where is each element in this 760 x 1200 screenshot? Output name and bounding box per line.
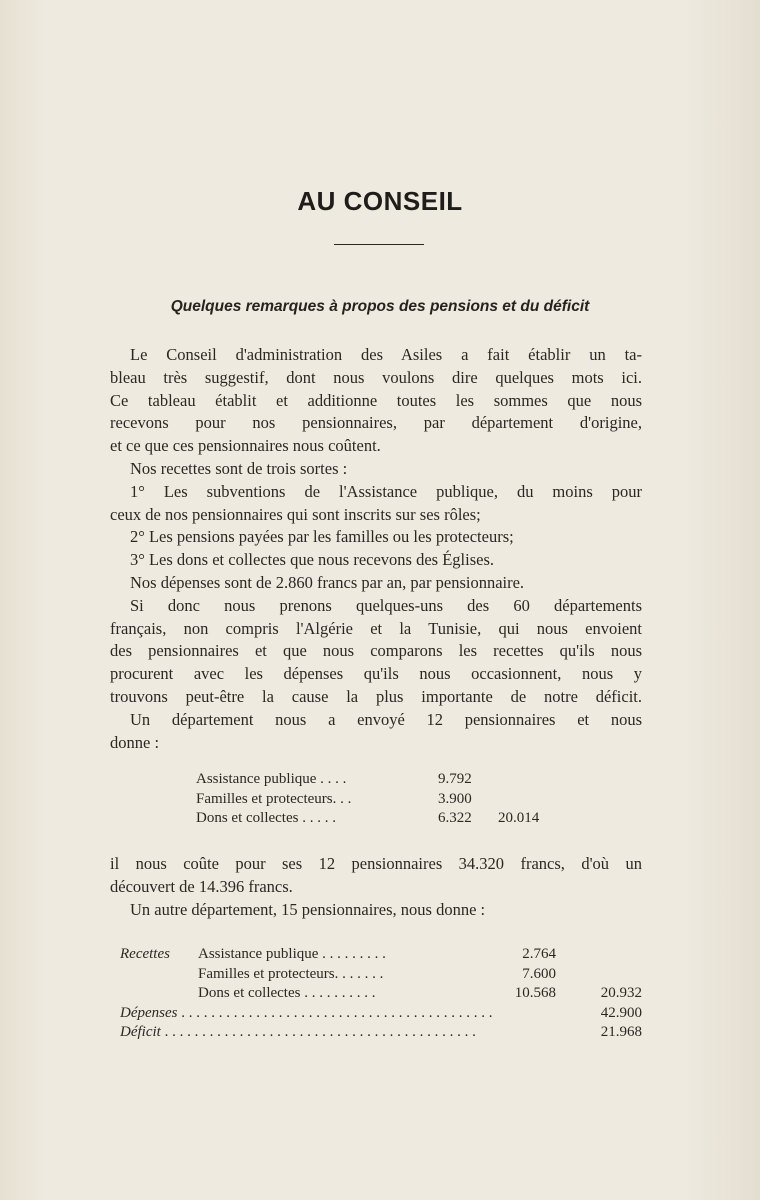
table-row — [120, 965, 642, 985]
row-value: 7.600 — [522, 965, 556, 982]
paragraph-item-1 — [110, 481, 642, 527]
text-line: Un département nous a envoyé 12 pensionnaires et nous — [130, 709, 642, 729]
table-row — [196, 790, 558, 810]
table-example-1 — [196, 770, 558, 829]
row-total — [556, 965, 642, 985]
row-total — [556, 945, 642, 965]
text-line: bleau très suggestif, dont nous voulons dire quelques mots ici. — [110, 367, 642, 387]
text-line: trouvons peut-être la cause la plus importante de notre déficit. — [110, 686, 642, 706]
text-line: français, non compris l'Algérie et la Tunisie, qui nous envoient — [110, 618, 642, 638]
section-subtitle: Quelques remarques à propos des pensions et du déficit — [170, 298, 590, 315]
paragraph-item-3: 3° Les dons et collectes que nous recevons des Églises. — [130, 550, 495, 570]
row-total — [498, 790, 558, 810]
row-label: Dons et collectes . . . . . . . . . . — [198, 985, 376, 1001]
paragraph-cost — [110, 853, 642, 899]
row-spacer — [120, 965, 198, 985]
table-row — [120, 945, 642, 965]
text-line: Ce tableau établit et additionne toutes les sommes que nous — [110, 390, 642, 410]
row-value: 2.764 — [522, 946, 556, 962]
text-line: Si donc nous prenons quelques-uns des 60 départements — [130, 595, 642, 615]
paragraph-example-2: Un autre département, 15 pensionnaires, nous donne : — [130, 899, 486, 919]
row-value: 6.322 — [438, 810, 472, 826]
row-total — [498, 770, 558, 790]
paragraph-depenses: Nos dépenses sont de 2.860 francs par an, par pensionnaire. — [130, 572, 525, 592]
text-line: donne : — [110, 732, 160, 752]
row-spacer — [120, 984, 198, 1004]
recettes-label: Recettes — [120, 946, 170, 962]
table-row — [196, 809, 558, 829]
row-value: 3.900 — [438, 790, 472, 807]
row-total: 20.932 — [600, 985, 642, 1001]
row-label: Assistance publique . . . . . . . . . — [198, 946, 386, 962]
page-title: AU CONSEIL — [297, 186, 463, 216]
deficit-total: 21.968 — [600, 1024, 642, 1040]
paragraph-recettes: Nos recettes sont de trois sortes : — [130, 458, 348, 478]
text-line: recevons pour nos pensionnaires, par département d'origine, — [110, 413, 642, 433]
text-line: et ce que ces pensionnaires nous coûtent. — [110, 436, 381, 456]
table-example-2 — [120, 945, 642, 1043]
text-line: procurent avec les dépenses qu'ils nous occasionnent, nous y — [110, 664, 642, 684]
row-value: 9.792 — [438, 771, 472, 787]
body-text-continued — [110, 853, 642, 921]
row-label: Dons et collectes . . . . . — [196, 810, 336, 826]
depenses-total: 42.900 — [600, 1004, 642, 1021]
table-row — [196, 770, 558, 790]
body-text — [110, 344, 642, 754]
row-total: 20.014 — [498, 810, 540, 826]
text-line: il nous coûte pour ses 12 pensionnaires 34.320 francs, d'où un — [110, 854, 642, 873]
title-rule — [334, 244, 424, 245]
text-line: des pensionnaires et que nous comparons les recettes qu'ils nous — [110, 641, 642, 661]
table-row-depenses — [120, 1004, 642, 1024]
text-line: Le Conseil d'administration des Asiles a fait établir un ta- — [130, 345, 642, 364]
row-label: Familles et protecteurs. . . — [196, 790, 352, 807]
row-label: Assistance publique . . . . — [196, 771, 347, 787]
text-line: 1° Les subventions de l'Assistance publique, du moins pour — [130, 481, 642, 501]
text-line: ceux de nos pensionnaires qui sont inscrits sur ses rôles; — [110, 504, 481, 524]
text-line: découvert de 14.396 francs. — [110, 876, 293, 896]
paragraph-example-1 — [110, 709, 642, 755]
paragraph-departements — [110, 595, 642, 709]
row-label: Familles et protecteurs. . . . . . . — [198, 965, 384, 982]
table-row-deficit — [120, 1023, 642, 1043]
paragraph-item-2: 2° Les pensions payées par les familles ou les protecteurs; — [130, 527, 514, 547]
deficit-label: Déficit . . . — [120, 1023, 556, 1043]
depenses-label: Dépenses . . . — [120, 1004, 556, 1024]
paragraph-intro — [110, 344, 642, 458]
row-value: 10.568 — [514, 985, 556, 1001]
table-row — [120, 984, 642, 1004]
